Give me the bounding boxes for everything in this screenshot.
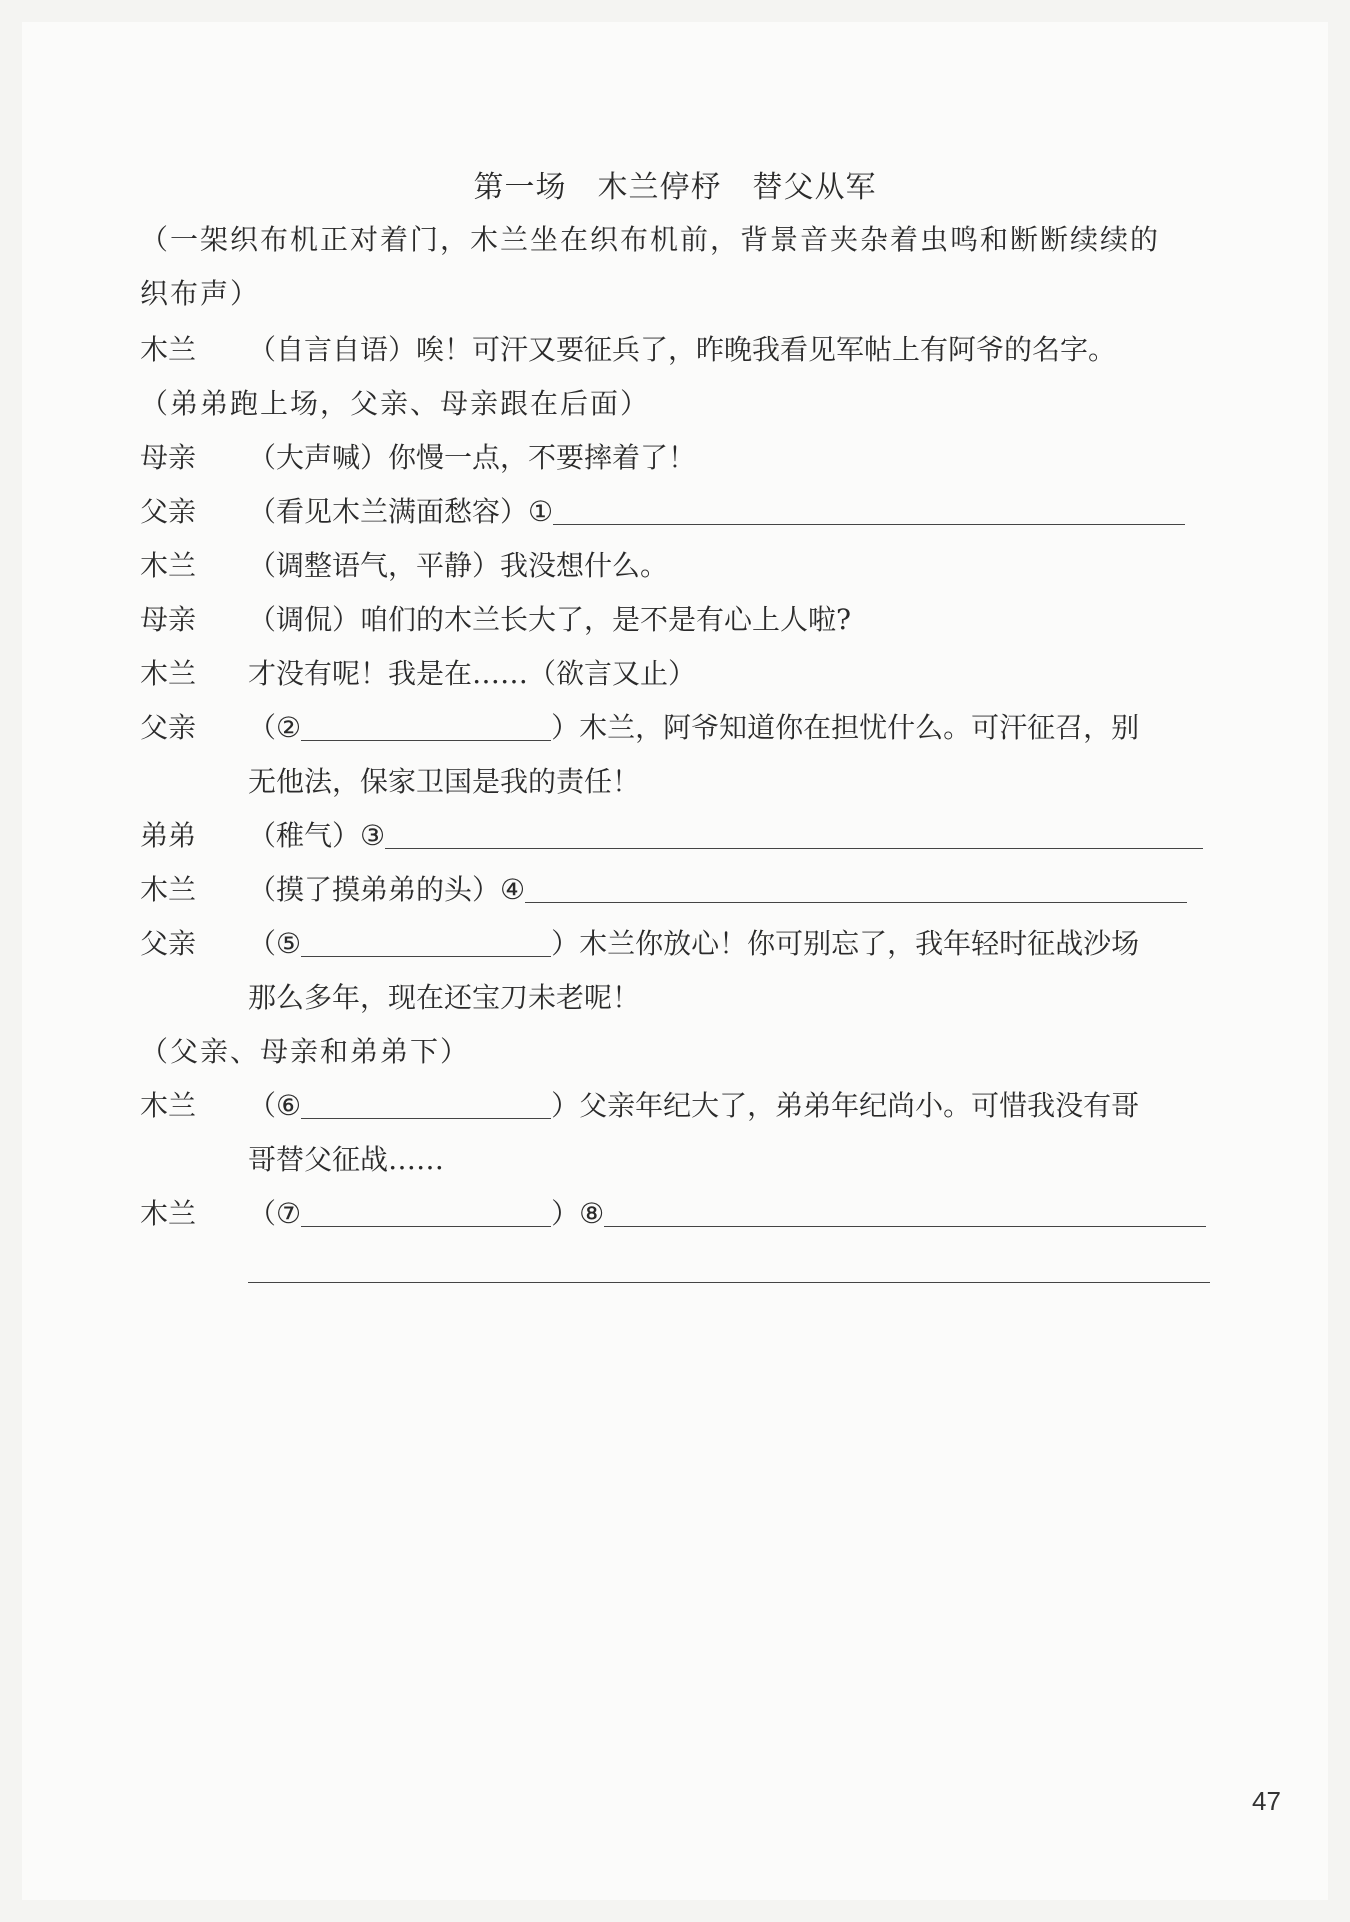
dialogue-text: （自言自语）唉！可汗又要征兵了，昨晚我看见军帖上有阿爷的名字。 xyxy=(248,333,1117,366)
paren-open: （ xyxy=(248,711,277,744)
blank-number-1: ① xyxy=(528,495,554,528)
paren-open: （ xyxy=(248,1197,277,1230)
dialogue-line-mulan-1 xyxy=(140,332,1210,368)
dialogue-text: ）木兰，阿爷知道你在担忧什么。可汗征召，别 xyxy=(551,711,1140,744)
blank-number-6: ⑥ xyxy=(276,1089,302,1122)
stage-direction-opening-cont: 织布声） xyxy=(140,277,261,310)
stage-direction-enter: （弟弟跑上场，父亲、母亲跟在后面） xyxy=(140,387,651,420)
dialogue-line-father-2-cont: 无他法，保家卫国是我的责任！ xyxy=(248,765,641,798)
paren-close: ） xyxy=(551,1197,580,1230)
blank-number-5: ⑤ xyxy=(276,927,302,960)
dialogue-text: ）父亲年纪大了，弟弟年纪尚小。可惜我没有哥 xyxy=(551,1089,1140,1122)
dialogue-text: （摸了摸弟弟的头） xyxy=(248,873,501,906)
dialogue-text: （稚气） xyxy=(248,819,361,852)
answer-blank-6[interactable] xyxy=(301,1088,551,1119)
dialogue-text: （看见木兰满面愁容） xyxy=(248,495,529,528)
role-name: 父亲 xyxy=(140,495,197,528)
blank-number-2: ② xyxy=(276,711,302,744)
answer-blank-4[interactable] xyxy=(525,872,1187,903)
dialogue-line-mulan-3 xyxy=(140,656,1210,692)
role-name: 木兰 xyxy=(140,1089,197,1122)
answer-blank-8-cont[interactable] xyxy=(248,1252,1210,1283)
stage-direction-opening: （一架织布机正对着门，木兰坐在织布机前，背景音夹杂着虫鸣和断断续续的 xyxy=(140,223,1161,256)
role-name: 木兰 xyxy=(140,873,197,906)
scene-title: 第一场 木兰停杼 替父从军 xyxy=(473,170,877,205)
role-name: 父亲 xyxy=(140,711,197,744)
role-name: 木兰 xyxy=(140,1197,197,1230)
stage-direction-exit: （父亲、母亲和弟弟下） xyxy=(140,1035,471,1068)
answer-blank-7[interactable] xyxy=(301,1196,551,1227)
dialogue-line-father-1 xyxy=(140,494,1210,530)
answer-blank-2[interactable] xyxy=(301,710,551,741)
answer-blank-8[interactable] xyxy=(604,1196,1206,1227)
role-name: 弟弟 xyxy=(140,819,197,852)
dialogue-line-father-3-cont: 那么多年，现在还宝刀未老呢！ xyxy=(248,981,641,1014)
paren-open: （ xyxy=(248,927,277,960)
dialogue-line-mulan-4 xyxy=(140,872,1210,908)
blank-number-4: ④ xyxy=(500,873,526,906)
dialogue-line-mulan-6 xyxy=(140,1196,1210,1232)
role-name: 父亲 xyxy=(140,927,197,960)
dialogue-line-father-3 xyxy=(140,926,1210,962)
dialogue-line-mulan-6-cont xyxy=(248,1252,1318,1288)
dialogue-text: （调整语气，平静）我没想什么。 xyxy=(248,549,669,582)
dialogue-line-father-2 xyxy=(140,710,1210,746)
dialogue-line-mulan-2 xyxy=(140,548,1210,584)
role-name: 木兰 xyxy=(140,549,197,582)
dialogue-line-mulan-5-cont: 哥替父征战…… xyxy=(248,1143,445,1176)
blank-number-3: ③ xyxy=(360,819,386,852)
blank-number-8: ⑧ xyxy=(579,1197,605,1230)
answer-blank-1[interactable] xyxy=(553,494,1185,525)
dialogue-text: （大声喊）你慢一点，不要摔着了！ xyxy=(248,441,697,474)
role-name: 木兰 xyxy=(140,657,197,690)
page-number: 47 xyxy=(1252,1786,1281,1816)
dialogue-text: ）木兰你放心！你可别忘了，我年轻时征战沙场 xyxy=(551,927,1140,960)
role-name: 母亲 xyxy=(140,441,197,474)
dialogue-line-mother-1 xyxy=(140,440,1210,476)
blank-number-7: ⑦ xyxy=(276,1197,302,1230)
dialogue-line-mother-2 xyxy=(140,602,1210,638)
dialogue-text: 才没有呢！我是在……（欲言又止） xyxy=(248,657,697,690)
dialogue-line-mulan-5 xyxy=(140,1088,1210,1124)
dialogue-text: （调侃）咱们的木兰长大了，是不是有心上人啦? xyxy=(248,603,852,636)
role-name: 母亲 xyxy=(140,603,197,636)
answer-blank-5[interactable] xyxy=(301,926,551,957)
dialogue-line-brother-1 xyxy=(140,818,1210,854)
answer-blank-3[interactable] xyxy=(385,818,1203,849)
paren-open: （ xyxy=(248,1089,277,1122)
role-name: 木兰 xyxy=(140,333,197,366)
